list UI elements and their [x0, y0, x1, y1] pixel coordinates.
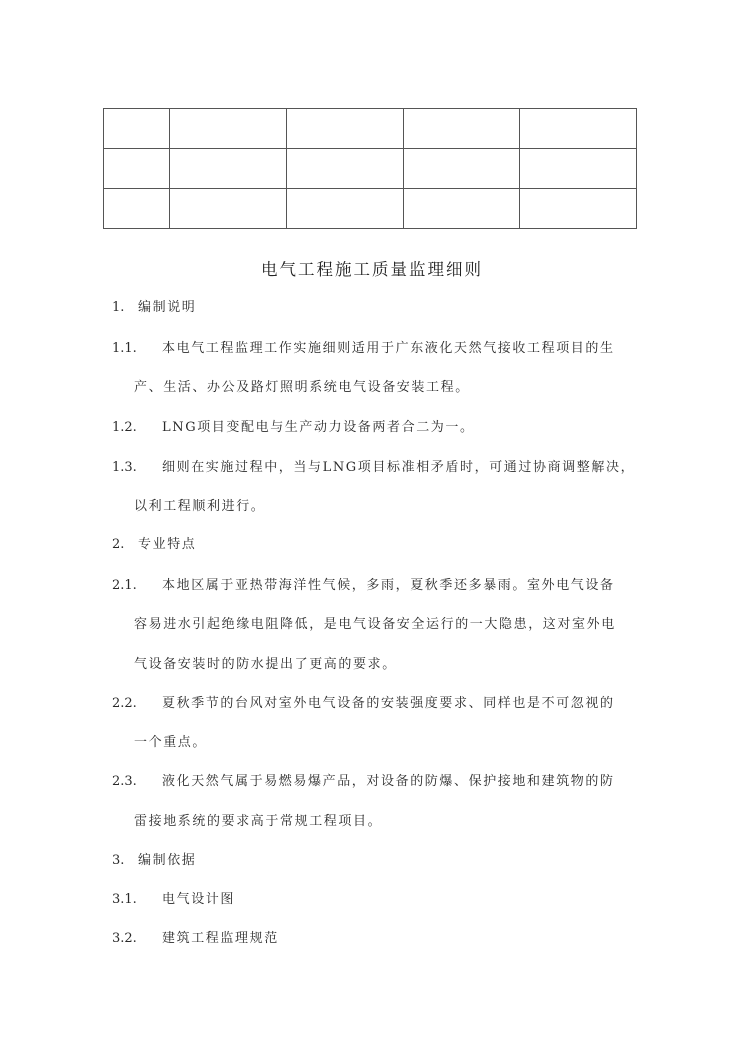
table-cell [287, 109, 404, 149]
document-title: 电气工程施工质量监理细则 [261, 260, 483, 279]
clause-2-3-continued: 雷接地系统的要求高于常规工程项目。 [134, 814, 383, 829]
table-row [104, 149, 637, 189]
section-text: 建筑工程监理规范 [162, 931, 279, 946]
blank-header-table [103, 108, 637, 229]
section-text: 电气设计图 [162, 892, 236, 907]
section-number: 3.2. [112, 931, 137, 946]
table-cell [170, 189, 287, 229]
section-heading-3 [112, 849, 196, 868]
section-number: 1.3. [112, 460, 137, 475]
clause-2-1-continued: 容易进水引起绝缘电阻降低，是电气设备安全运行的一大隐患，这对室外电 [134, 617, 616, 632]
section-number: 1.2. [112, 420, 137, 435]
table-cell [104, 189, 170, 229]
section-text: 专业特点 [138, 537, 197, 552]
clause-2-1 [112, 574, 615, 593]
section-text: 夏秋季节的台风对室外电气设备的安装强度要求、同样也是不可忽视的 [162, 696, 615, 711]
clause-1-3-continued: 以利工程顺利进行。 [134, 499, 266, 514]
clause-3-2 [112, 927, 279, 946]
section-text: 细则在实施过程中，当与LNG项目标准相矛盾时，可通过协商调整解决， [162, 460, 636, 475]
table-cell [104, 109, 170, 149]
section-number: 1.1. [112, 341, 137, 356]
section-text: LNG项目变配电与生产动力设备两者合二为一。 [162, 420, 475, 435]
clause-3-1 [112, 888, 235, 907]
table-cell [520, 189, 637, 229]
section-number: 2.1. [112, 578, 137, 593]
table-cell [404, 149, 520, 189]
table-cell [287, 149, 404, 189]
table-cell [404, 109, 520, 149]
section-text: 液化天然气属于易燃易爆产品，对设备的防爆、保护接地和建筑物的防 [162, 774, 615, 789]
clause-2-1-continued-2: 气设备安装时的防水提出了更高的要求。 [134, 657, 397, 672]
section-number: 2. [112, 537, 125, 552]
table-cell [104, 149, 170, 189]
table-row [104, 109, 637, 149]
section-number: 2.2. [112, 696, 137, 711]
clause-1-3 [112, 456, 635, 475]
clause-2-2 [112, 692, 615, 711]
clause-2-2-continued: 一个重点。 [134, 735, 208, 750]
section-number: 1. [112, 300, 125, 315]
table-row [104, 189, 637, 229]
table-cell [287, 189, 404, 229]
table-cell [520, 109, 637, 149]
section-number: 2.3. [112, 774, 137, 789]
clause-1-1 [112, 337, 615, 356]
section-number: 3. [112, 853, 125, 868]
section-text: 编制依据 [138, 853, 197, 868]
table-cell [520, 149, 637, 189]
section-heading-1 [112, 296, 196, 315]
section-number: 3.1. [112, 892, 137, 907]
section-heading-2 [112, 533, 196, 552]
table-cell [404, 189, 520, 229]
table-cell [170, 109, 287, 149]
table-cell [170, 149, 287, 189]
section-text: 本电气工程监理工作实施细则适用于广东液化天然气接收工程项目的生 [162, 341, 615, 356]
clause-1-2 [112, 416, 475, 435]
clause-2-3 [112, 770, 615, 789]
clause-1-1-continued: 产、生活、办公及路灯照明系统电气设备安装工程。 [134, 380, 470, 395]
section-text: 本地区属于亚热带海洋性气候，多雨，夏秋季还多暴雨。室外电气设备 [162, 578, 615, 593]
section-text: 编制说明 [138, 300, 197, 315]
